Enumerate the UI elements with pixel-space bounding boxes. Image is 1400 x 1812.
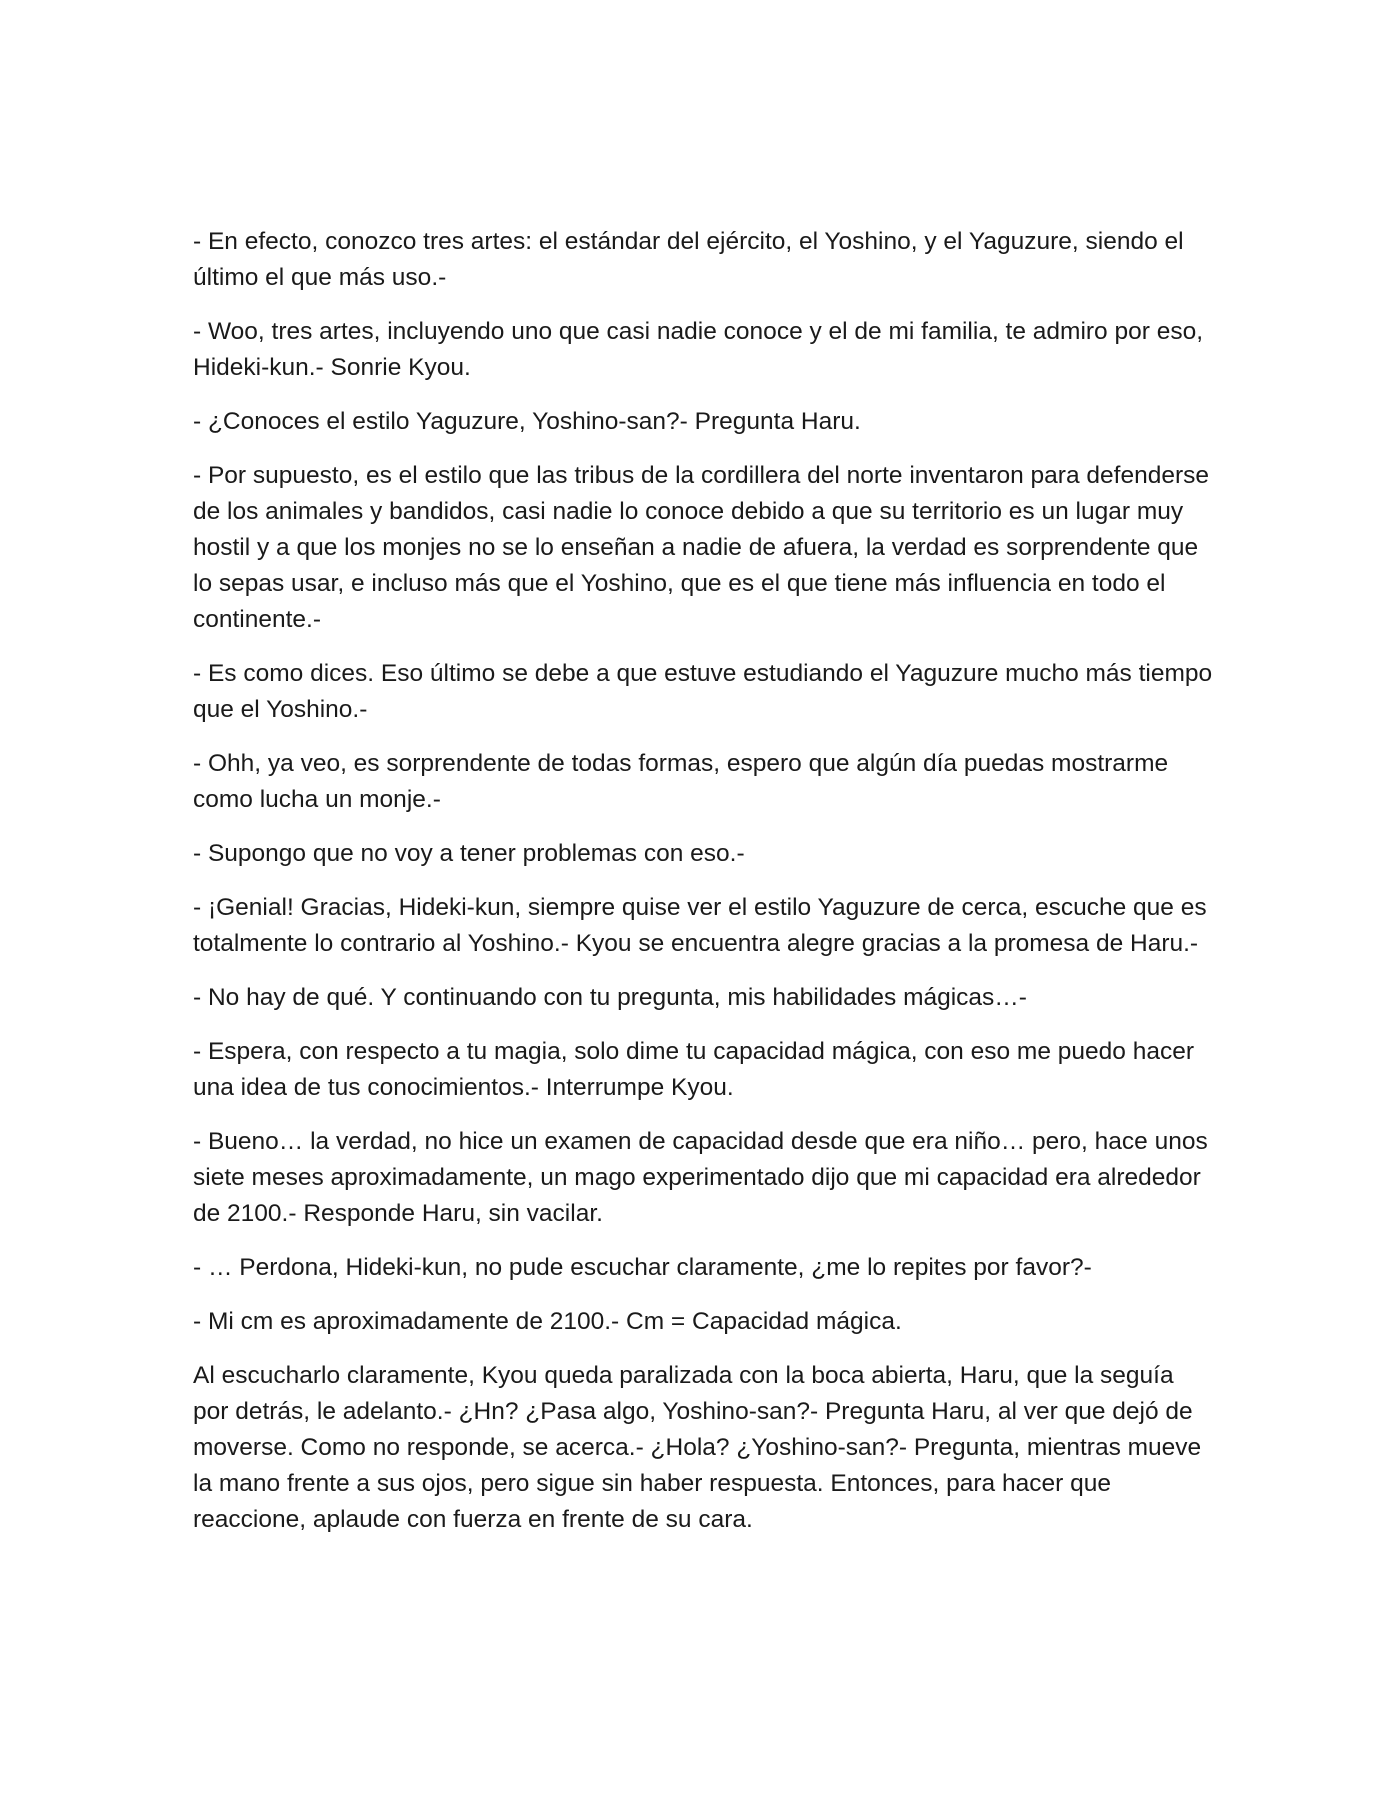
paragraph: - Espera, con respecto a tu magia, solo dime tu capacidad mágica, con eso me puedo hacer una idea de tus conocimientos.- Interrumpe Kyou. xyxy=(193,1038,1194,1101)
paragraph: - … Perdona, Hideki-kun, no pude escuchar claramente, ¿me lo repites por favor?- xyxy=(193,1254,1092,1281)
paragraph: - Mi cm es aproximadamente de 2100.- Cm = Capacidad mágica. xyxy=(193,1308,902,1335)
paragraph: - Por supuesto, es el estilo que las tribus de la cordillera del norte inventaron para defenderse de los animales y bandidos, casi nadie lo conoce debido a que su territorio es un lugar muy hostil y a que los monjes no se lo enseñan a nadie de afuera, la verdad es sorprendente que lo sepas usar, e incluso más que el Yoshino, que es el que tiene más influencia en todo el continente.- xyxy=(193,462,1209,633)
paragraph: - Bueno… la verdad, no hice un examen de capacidad desde que era niño… pero, hace unos siete meses aproximadamente, un mago experimentado dijo que mi capacidad era alrededor de 2100.- Responde Haru, sin vacilar. xyxy=(193,1128,1208,1227)
paragraph: - Es como dices. Eso último se debe a que estuve estudiando el Yaguzure mucho más tiempo que el Yoshino.- xyxy=(193,660,1213,723)
paragraph: - En efecto, conozco tres artes: el estándar del ejército, el Yoshino, y el Yaguzure, siendo el último el que más uso.- xyxy=(193,228,1184,291)
paragraph: - ¿Conoces el estilo Yaguzure, Yoshino-san?- Pregunta Haru. xyxy=(193,408,861,435)
paragraph: Al escucharlo claramente, Kyou queda paralizada con la boca abierta, Haru, que la seguía por detrás, le adelanto.- ¿Hn? ¿Pasa algo, Yoshino-san?- Pregunta Haru, al ver que dejó de moverse. Como no responde, se acerca.- ¿Hola? ¿Yoshino-san?- Pregunta, mientras mueve la mano frente a sus ojos, pero sigue sin haber respuesta. Entonces, para hacer que reaccione, aplaude con fuerza en frente de su cara. xyxy=(193,1362,1202,1533)
paragraph: - Supongo que no voy a tener problemas con eso.- xyxy=(193,840,745,867)
document-body xyxy=(193,224,1213,1556)
paragraph: - Ohh, ya veo, es sorprendente de todas formas, espero que algún día puedas mostrarme como lucha un monje.- xyxy=(193,750,1169,813)
paragraph: - Woo, tres artes, incluyendo uno que casi nadie conoce y el de mi familia, te admiro por eso, Hideki-kun.- Sonrie Kyou. xyxy=(193,318,1204,381)
paragraph: - No hay de qué. Y continuando con tu pregunta, mis habilidades mágicas…- xyxy=(193,984,1027,1011)
paragraph: - ¡Genial! Gracias, Hideki-kun, siempre quise ver el estilo Yaguzure de cerca, escuche que es totalmente lo contrario al Yoshino.- Kyou se encuentra alegre gracias a la promesa de Haru.- xyxy=(193,894,1207,957)
